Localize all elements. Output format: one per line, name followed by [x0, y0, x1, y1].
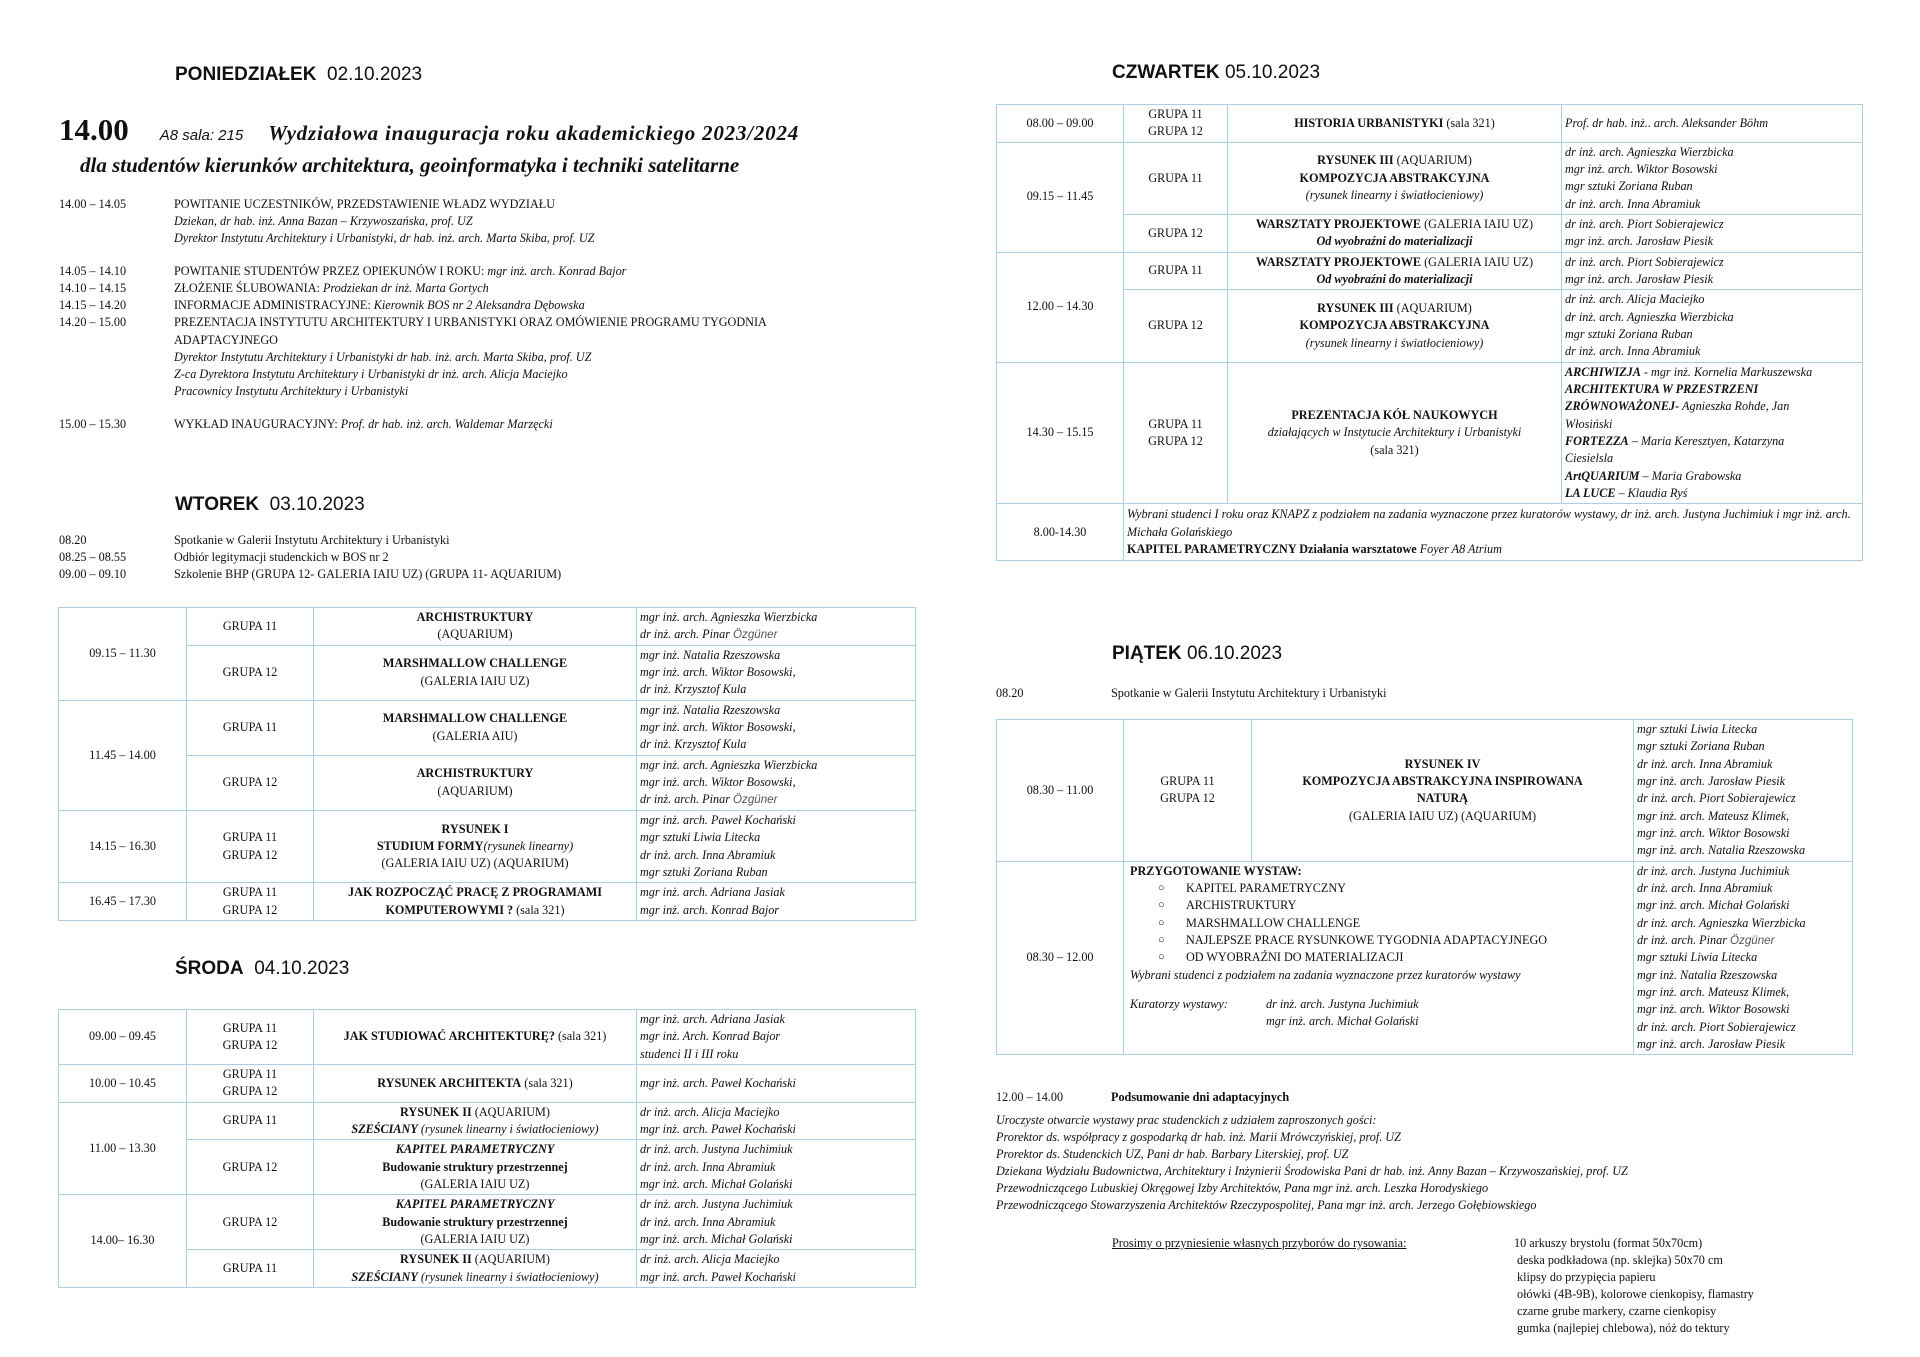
time-cell: 08.30 – 12.00	[997, 861, 1124, 1055]
guest-line: Przewodniczącego Stowarzyszenia Architektów Rzeczypospolitej, Pana mgr inż. arch. Jerzego Gołębiowskiego	[996, 1198, 1537, 1213]
activity-cell: RYSUNEK ARCHITEKTA (sala 321)	[314, 1064, 637, 1102]
summary-line	[996, 1089, 1289, 1106]
lecturers-cell: ARCHIWIZJA - mgr inż. Kornelia Markuszewska ARCHITEKTURA W PRZESTRZENI ZRÓWNOWAŻONEJ- Agnieszka Rohde, Jan Włosiński FORTEZZA – Maria Keresztyen, Katarzyna Ciesielsla ArtQUARIUM – Maria Grabowska LA LUCE – Klaudia Ryś	[1562, 362, 1863, 504]
tuesday-schedule-table	[58, 607, 916, 921]
table-row	[997, 142, 1863, 214]
line-time: 14.15 – 14.20	[59, 298, 127, 313]
lecturers-cell: mgr sztuki Liwia Litecka mgr sztuki Zoriana Ruban dr inż. arch. Inna Abramiuk mgr inż. arch. Jarosław Piesik dr inż. arch. Piort Sobierajewicz mgr inż. arch. Mateusz Klimek, mgr inż. arch. Wiktor Bosowski mgr inż. arch. Natalia Rzeszowska	[1634, 720, 1853, 862]
activity-cell: ARCHISTRUKTURY (AQUARIUM)	[314, 755, 637, 810]
group-cell: GRUPA 11	[1124, 252, 1228, 290]
group-cell: GRUPA 11 GRUPA 12	[187, 1010, 314, 1065]
time-cell: 16.45 – 17.30	[59, 883, 187, 921]
time-cell: 08.00 – 09.00	[997, 105, 1124, 143]
group-cell: GRUPA 12	[187, 645, 314, 700]
time-cell: 11.00 – 13.30	[59, 1102, 187, 1195]
exhibition-cell	[1124, 861, 1634, 1055]
tuesday-heading	[175, 492, 365, 519]
time-cell: 14.15 – 16.30	[59, 810, 187, 882]
day-date: 02.10.2023	[327, 64, 423, 85]
activity-cell: MARSHMALLOW CHALLENGE (GALERIA IAIU UZ)	[314, 645, 637, 700]
lecturers-cell: dr inż. arch. Alicja Maciejko mgr inż. arch. Paweł Kochański	[637, 1102, 916, 1140]
activity-cell: RYSUNEK III (AQUARIUM) KOMPOZYCJA ABSTRAKCYJNA (rysunek linearny i światłocieniowy)	[1228, 290, 1562, 362]
time-cell: 14.30 – 15.15	[997, 362, 1124, 504]
thursday-schedule-table	[996, 104, 1863, 561]
activity-cell: RYSUNEK III (AQUARIUM) KOMPOZYCJA ABSTRAKCYJNA (rysunek linearny i światłocieniowy)	[1228, 142, 1562, 214]
activity-cell: HISTORIA URBANISTYKI (sala 321)	[1228, 105, 1562, 143]
line-time: 14.00 – 14.05	[59, 197, 127, 211]
time-cell: 09.15 – 11.30	[59, 608, 187, 701]
lecturers-cell: dr inż. arch. Piort Sobierajewicz mgr inż. arch. Jarosław Piesik	[1562, 252, 1863, 290]
group-cell: GRUPA 11 GRUPA 12	[187, 1064, 314, 1102]
list-item: deska podkładowa (np. sklejka) 50x70 cm	[1514, 1253, 1723, 1268]
guest-line: Uroczyste otwarcie wystawy prac studenckich z udziałem zaproszonych gości:	[996, 1113, 1377, 1127]
exhibition-list	[1130, 880, 1630, 967]
line-time: 14.10 – 14.15	[59, 281, 127, 296]
program-line	[59, 297, 919, 314]
list-item: klipsy do przypięcia papieru	[1514, 1270, 1656, 1285]
inauguration-heading	[59, 108, 799, 151]
table-row	[997, 214, 1863, 252]
day-name: PONIEDZIAŁEK	[175, 64, 317, 85]
line-desc: Spotkanie w Galerii Instytutu Architektury i Urbanistyki	[174, 533, 450, 547]
activity-cell: RYSUNEK IV KOMPOZYCJA ABSTRAKCYJNA INSPIROWANA NATURĄ (GALERIA IAIU UZ) (AQUARIUM)	[1252, 720, 1634, 862]
list-item: ○ NAJLEPSZE PRACE RYSUNKOWE TYGODNIA ADAPTACYJNEGO	[1130, 932, 1630, 949]
wednesday-heading	[175, 956, 349, 983]
line-time: 08.20	[996, 686, 1024, 700]
program-line	[59, 332, 919, 349]
program-line	[59, 196, 919, 213]
lecturers-cell: Prof. dr hab. inż.. arch. Aleksander Böhm	[1562, 105, 1863, 143]
friday-schedule-table	[996, 719, 1853, 1055]
line-desc: Dyrektor Instytutu Architektury i Urbanistyki dr hab. inż. arch. Marta Skiba, prof. UZ	[174, 349, 592, 364]
program-line	[59, 566, 919, 583]
group-cell: GRUPA 11 GRUPA 12	[1124, 720, 1252, 862]
day-name: ŚRODA	[175, 958, 244, 979]
program-line	[59, 549, 919, 566]
activity-cell: KAPITEL PARAMETRYCZNY Budowanie struktury przestrzennej (GALERIA IAIU UZ)	[314, 1140, 637, 1195]
program-line	[59, 314, 919, 331]
lecturers-cell: dr inż. arch. Piort Sobierajewicz mgr inż. arch. Jarosław Piesik	[1562, 214, 1863, 252]
wednesday-schedule-table	[58, 1009, 916, 1288]
lecturers-cell: dr inż. arch. Alicja Maciejko dr inż. arch. Agnieszka Wierzbicka mgr sztuki Zoriana Ruban dr inż. arch. Inna Abramiuk	[1562, 290, 1863, 362]
line-desc: Z-ca Dyrektora Instytutu Architektury i Urbanistyki dr inż. arch. Alicja Maciejko	[174, 366, 568, 381]
program-line	[59, 213, 919, 230]
list-item: ○ MARSHMALLOW CHALLENGE	[1130, 915, 1630, 932]
day-date: 05.10.2023	[1224, 62, 1321, 83]
group-cell: GRUPA 12	[187, 1195, 314, 1250]
curators-label: Kuratorzy wystawy:	[1130, 996, 1228, 1011]
line-desc: Dyrektor Instytutu Architektury i Urbanistyki, dr hab. inż. arch. Marta Skiba, prof. UZ	[174, 231, 595, 246]
time-cell: 08.30 – 11.00	[997, 720, 1124, 862]
list-item: ołówki (4B-9B), kolorowe cienkopisy, flamastry	[1514, 1287, 1754, 1302]
line-time	[59, 332, 174, 349]
group-cell: GRUPA 11 GRUPA 12	[1124, 105, 1228, 143]
workshop-cell	[1124, 504, 1863, 561]
list-item: ○ ARCHISTRUKTURY	[1130, 897, 1630, 914]
line-time	[59, 366, 174, 383]
table-row	[59, 883, 916, 921]
lecturers-cell: mgr inż. Natalia Rzeszowska mgr inż. arch. Wiktor Bosowski, dr inż. Krzysztof Kula	[637, 645, 916, 700]
table-row	[997, 504, 1863, 561]
program-line	[59, 383, 919, 400]
group-cell: GRUPA 11 GRUPA 12	[1124, 362, 1228, 504]
activity-cell: MARSHMALLOW CHALLENGE (GALERIA AIU)	[314, 700, 637, 755]
table-row	[59, 755, 916, 810]
group-cell: GRUPA 11	[187, 700, 314, 755]
program-line	[59, 263, 919, 280]
group-cell: GRUPA 11 GRUPA 12	[187, 883, 314, 921]
program-line	[59, 349, 919, 366]
table-row	[59, 1140, 916, 1195]
line-time: 09.00 – 09.10	[59, 567, 127, 582]
activity-cell: ARCHISTRUKTURY (AQUARIUM)	[314, 608, 637, 646]
line-time	[59, 349, 174, 366]
guests-list	[996, 1112, 1896, 1214]
time-cell: 09.15 – 11.45	[997, 142, 1124, 252]
summary-time: 12.00 – 14.00	[996, 1090, 1064, 1104]
group-cell: GRUPA 11	[187, 608, 314, 646]
guest-line: Przewodniczącego Lubuskiej Okręgowej Izby Architektów, Pana mgr inż. arch. Leszka Horodyskiego	[996, 1181, 1489, 1196]
time-cell: 11.45 – 14.00	[59, 700, 187, 810]
lecturers-cell: mgr inż. arch. Paweł Kochański	[637, 1064, 916, 1102]
inauguration-subtitle: dla studentów kierunków architektura, geoinformatyka i techniki satelitarne	[80, 153, 740, 177]
table-row	[59, 810, 916, 882]
table-row	[59, 608, 916, 646]
list-item: ○ KAPITEL PARAMETRYCZNY	[1130, 880, 1630, 897]
day-date: 04.10.2023	[254, 958, 350, 979]
day-date: 03.10.2023	[269, 494, 365, 515]
day-name: CZWARTEK	[1112, 62, 1220, 83]
group-cell: GRUPA 11 GRUPA 12	[187, 810, 314, 882]
lecturers-cell: mgr inż. arch. Agnieszka Wierzbicka dr inż. arch. Pinar Özgüner	[637, 608, 916, 646]
group-cell: GRUPA 11	[187, 1250, 314, 1288]
table-row	[997, 861, 1853, 1055]
line-time	[59, 383, 174, 400]
lecturers-cell: mgr inż. arch. Adriana Jasiak mgr inż. arch. Konrad Bajor	[637, 883, 916, 921]
list-item: 10 arkuszy brystolu (format 50x70cm)	[1514, 1236, 1703, 1250]
day-name: WTOREK	[175, 494, 260, 515]
line-desc: Spotkanie w Galerii Instytutu Architektury i Urbanistyki	[1111, 686, 1387, 700]
line-time: 14.05 – 14.10	[59, 264, 127, 279]
program-line	[59, 280, 919, 297]
exhibition-title: PRZYGOTOWANIE WYSTAW:	[1130, 863, 1302, 878]
lecturers-cell: dr inż. arch. Agnieszka Wierzbicka mgr inż. arch. Wiktor Bosowski mgr sztuki Zoriana Ruban dr inż. arch. Inna Abramiuk	[1562, 142, 1863, 214]
day-name: PIĄTEK	[1112, 643, 1182, 664]
group-cell: GRUPA 11	[1124, 142, 1228, 214]
line-time	[59, 230, 174, 247]
line-desc: POWITANIE UCZESTNIKÓW, PRZEDSTAWIENIE WŁADZ WYDZIAŁU	[174, 197, 556, 211]
workshop-note: Wybrani studenci I roku oraz KNAPZ z podziałem na zadania wyznaczone przez kuratorów wystawy, dr inż. arch. Justyna Juchimiuk i mgr inż. arch. Michała Golańskiego	[1127, 507, 1851, 539]
lecturers-cell: dr inż. arch. Justyna Juchimiuk dr inż. arch. Inna Abramiuk mgr inż. arch. Michał Golański dr inż. arch. Agnieszka Wierzbicka dr inż. arch. Pinar Özgüner mgr sztuki Liwia Litecka mgr inż. Natalia Rzeszowska mgr inż. arch. Mateusz Klimek, mgr inż. arch. Wiktor Bosowski dr inż. arch. Piort Sobierajewicz mgr inż. arch. Jarosław Piesik	[1634, 861, 1853, 1055]
monday-heading	[175, 62, 422, 89]
line-desc: WYKŁAD INAUGURACYJNY: Prof. dr hab. inż. arch. Waldemar Marzęcki	[174, 416, 553, 431]
thursday-heading	[1112, 60, 1320, 87]
table-row	[59, 1102, 916, 1140]
line-desc: Pracownicy Instytutu Architektury i Urbanistyki	[174, 383, 409, 398]
table-row	[997, 105, 1863, 143]
friday-meeting-line	[996, 685, 1856, 702]
line-desc: POWITANIE STUDENTÓW PRZEZ OPIEKUNÓW I ROKU: mgr inż. arch. Konrad Bajor	[174, 264, 627, 279]
table-row	[59, 700, 916, 755]
table-row	[997, 362, 1863, 504]
program-line	[59, 532, 919, 549]
activity-cell: RYSUNEK II (AQUARIUM) SZEŚCIANY (rysunek linearny i światłocieniowy)	[314, 1250, 637, 1288]
lecturers-cell: mgr inż. arch. Paweł Kochański mgr sztuki Liwia Litecka dr inż. arch. Inna Abramiuk mgr sztuki Zoriana Ruban	[637, 810, 916, 882]
table-row	[59, 645, 916, 700]
activity-cell: KAPITEL PARAMETRYCZNY Budowanie struktury przestrzennej (GALERIA IAIU UZ)	[314, 1195, 637, 1250]
lecturers-cell: dr inż. arch. Justyna Juchimiuk dr inż. arch. Inna Abramiuk mgr inż. arch. Michał Golański	[637, 1195, 916, 1250]
lecturers-cell: dr inż. arch. Justyna Juchimiuk dr inż. arch. Inna Abramiuk mgr inż. arch. Michał Golański	[637, 1140, 916, 1195]
tuesday-program	[59, 532, 919, 583]
lecturers-cell: mgr inż. Natalia Rzeszowska mgr inż. arch. Wiktor Bosowski, dr inż. Krzysztof Kula	[637, 700, 916, 755]
curator-1: dr inż. arch. Justyna Juchimiuk	[1266, 996, 1419, 1011]
activity-cell: JAK STUDIOWAĆ ARCHITEKTURĘ? (sala 321)	[314, 1010, 637, 1065]
program-line	[59, 366, 919, 383]
line-desc: ZŁOŻENIE ŚLUBOWANIA: Prodziekan dr inż. Marta Gortych	[174, 281, 489, 296]
activity-cell: WARSZTATY PROJEKTOWE (GALERIA IAIU UZ) Od wyobraźni do materializacji	[1228, 214, 1562, 252]
program-line	[59, 416, 919, 433]
program-line	[59, 230, 919, 247]
guest-line: Prorektor ds. Studenckich UZ, Pani dr hab. Barbary Literskiej, prof. UZ	[996, 1147, 1349, 1162]
table-row	[997, 252, 1863, 290]
table-row	[997, 720, 1853, 862]
inauguration-room: A8 sala: 215	[159, 127, 244, 144]
time-cell: 8.00-14.30	[997, 504, 1124, 561]
time-cell: 09.00 – 09.45	[59, 1010, 187, 1065]
table-row	[59, 1064, 916, 1102]
time-cell: 14.00– 16.30	[59, 1195, 187, 1288]
lecturers-cell: mgr inż. arch. Agnieszka Wierzbicka mgr inż. arch. Wiktor Bosowski, dr inż. arch. Pinar Özgüner	[637, 755, 916, 810]
group-cell: GRUPA 11	[187, 1102, 314, 1140]
lecturers-cell: mgr inż. arch. Adriana Jasiak mgr inż. Arch. Konrad Bajor studenci II i III roku	[637, 1010, 916, 1065]
group-cell: GRUPA 12	[1124, 290, 1228, 362]
list-item: czarne grube markery, czarne cienkopisy	[1514, 1304, 1717, 1319]
time-cell: 10.00 – 10.45	[59, 1064, 187, 1102]
table-row	[59, 1195, 916, 1250]
table-row	[997, 290, 1863, 362]
exhibition-note: Wybrani studenci z podziałem na zadania wyznaczone przez kuratorów wystawy	[1130, 967, 1521, 982]
curator-2: mgr inż. arch. Michał Golański	[1266, 1014, 1419, 1029]
guest-line: Dziekana Wydziału Budownictwa, Architektury i Inżynierii Środowiska Pani dr hab. inż. Anny Bazan – Krzywoszańskiej, prof. UZ	[996, 1164, 1628, 1179]
line-desc: PREZENTACJA INSTYTUTU ARCHITEKTURY I URBANISTYKI ORAZ OMÓWIENIE PROGRAMU TYGODNIA	[174, 315, 767, 330]
line-time: 08.20	[59, 533, 87, 547]
activity-cell: RYSUNEK II (AQUARIUM) SZEŚCIANY (rysunek linearny i światłocieniowy)	[314, 1102, 637, 1140]
inauguration-time: 14.00	[59, 112, 129, 147]
list-item: gumka (najlepiej chlebowa), nóż do tektury	[1514, 1321, 1730, 1336]
bring-list	[1514, 1235, 1754, 1337]
workshop-title: KAPITEL PARAMETRYCZNY Działania warsztatowe	[1127, 541, 1417, 556]
bring-label: Prosimy o przyniesienie własnych przyborów do rysowania:	[1112, 1236, 1407, 1250]
guest-line: Prorektor ds. współpracy z gospodarką dr hab. inż. Marii Mrówczyńskiej, prof. UZ	[996, 1130, 1401, 1145]
line-time	[59, 213, 174, 230]
group-cell: GRUPA 12	[187, 1140, 314, 1195]
activity-cell: JAK ROZPOCZĄĆ PRACĘ Z PROGRAMAMI KOMPUTEROWYMI ? (sala 321)	[314, 883, 637, 921]
lecturers-cell: dr inż. arch. Alicja Maciejko mgr inż. arch. Paweł Kochański	[637, 1250, 916, 1288]
activity-cell: RYSUNEK I STUDIUM FORMY(rysunek linearny) (GALERIA IAIU UZ) (AQUARIUM)	[314, 810, 637, 882]
line-desc: Szkolenie BHP (GRUPA 12- GALERIA IAIU UZ) (GRUPA 11- AQUARIUM)	[174, 567, 562, 582]
day-date: 06.10.2023	[1186, 643, 1283, 664]
group-cell: GRUPA 12	[1124, 214, 1228, 252]
line-time: 14.20 – 15.00	[59, 315, 127, 330]
workshop-place: Foyer A8 Atrium	[1419, 541, 1502, 556]
line-desc: ADAPTACYJNEGO	[174, 332, 278, 347]
group-cell: GRUPA 12	[187, 755, 314, 810]
table-row	[59, 1250, 916, 1288]
list-item: ○ OD WYOBRAŹNI DO MATERIALIZACJI	[1130, 949, 1630, 966]
table-row	[59, 1010, 916, 1065]
time-cell: 12.00 – 14.30	[997, 252, 1124, 362]
summary-title: Podsumowanie dni adaptacyjnych	[1111, 1090, 1290, 1104]
line-time: 15.00 – 15.30	[59, 416, 127, 431]
monday-program	[59, 196, 919, 433]
line-desc: Dziekan, dr hab. inż. Anna Bazan – Krzywoszańska, prof. UZ	[174, 214, 473, 229]
inauguration-title: Wydziałowa inauguracja roku akademickiego 2023/2024	[268, 121, 800, 145]
friday-heading	[1112, 641, 1282, 668]
activity-cell: WARSZTATY PROJEKTOWE (GALERIA IAIU UZ) Od wyobraźni do materializacji	[1228, 252, 1562, 290]
line-time: 08.25 – 08.55	[59, 550, 127, 565]
line-desc: INFORMACJE ADMINISTRACYJNE: Kierownik BOS nr 2 Aleksandra Dębowska	[174, 298, 585, 313]
activity-cell: PREZENTACJA KÓŁ NAUKOWYCH działających w Instytucie Architektury i Urbanistyki (sala 321)	[1228, 362, 1562, 504]
line-desc: Odbiór legitymacji studenckich w BOS nr 2	[174, 550, 389, 565]
